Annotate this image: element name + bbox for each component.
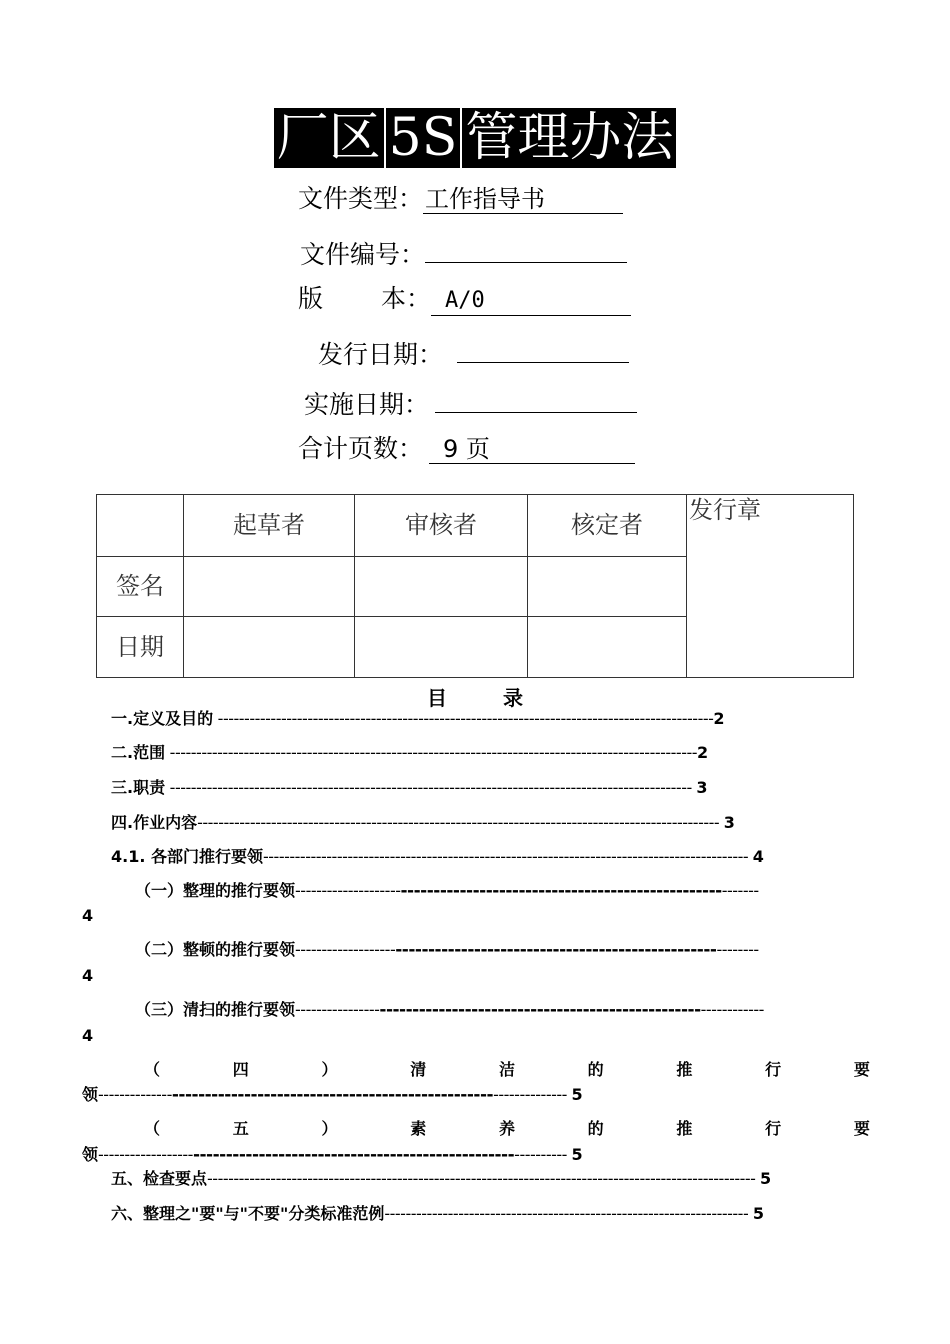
doc-number-value — [425, 234, 627, 263]
version-label-b: 本： — [381, 284, 432, 313]
toc-page-number: 4 — [82, 1026, 94, 1045]
doc-type-label: 文件类型： — [298, 184, 424, 213]
total-pages-label: 合计页数： — [298, 434, 424, 463]
table-divider — [97, 556, 687, 557]
doc-type-value: 工作指导书 — [423, 185, 623, 214]
toc-page-number: 5 — [752, 1204, 764, 1223]
toc-entry[interactable]: 4.1. 各部门推行要领-------------------------------------------------------------------------------------------- 4 — [111, 847, 764, 866]
toc-leader: --------------------------------------------------------------------- — [384, 1204, 753, 1223]
toc-page-number: 4 — [82, 966, 94, 985]
title-segment: 厂区 — [274, 108, 384, 168]
toc-leader: -------------------------------------------------------------------------------------------------------- — [207, 1169, 761, 1188]
toc-heading — [0, 682, 950, 711]
toc-leader: ------------------ — [98, 1145, 193, 1164]
effective-date-value — [435, 384, 637, 413]
toc-page-number: 5 — [571, 1145, 583, 1164]
effective-date-field — [304, 384, 637, 420]
toc-entry[interactable]: （三）清扫的推行要领----------------------------------------------------------------------------- — [135, 1000, 764, 1020]
title-segment: 管理办法 — [462, 108, 676, 168]
toc-entry[interactable]: （二）整顿的推行要领---------------------------------------------------------------------------- — [135, 940, 759, 960]
version-label-a: 版 — [298, 284, 324, 313]
toc-entry[interactable]: 六、整理之"要"与"不要"分类标准范例--------------------------------------------------------------------- 5 — [111, 1204, 764, 1223]
toc-entry-continuation[interactable]: 领----------------------------------------------------------------------------- 5 — [82, 1145, 583, 1165]
toc-leader: ---------------- — [295, 1000, 380, 1019]
toc-page-number: 2 — [697, 743, 709, 762]
toc-page-number: 5 — [571, 1085, 583, 1104]
doc-type-field — [298, 184, 623, 214]
issue-date-value — [457, 334, 629, 363]
toc-leader: ---------------------------------------------------------------------------------------------- — [213, 709, 714, 728]
toc-entry[interactable]: （一）整理的推行要领---------------------------------------------------------------------------- — [135, 881, 759, 901]
toc-page-number: 3 — [723, 813, 735, 832]
toc-entry[interactable]: 二.范围 ----------------------------------------------------------------------------------------------------2 — [111, 743, 709, 762]
title-segment: 5S — [386, 108, 461, 168]
toc-entry-continuation[interactable]: 领----------------------------------------------------------------------------- 5 — [82, 1085, 583, 1105]
toc-entry[interactable]: 三.职责 --------------------------------------------------------------------------------------------------- 3 — [111, 778, 708, 797]
version-value: A/0 — [431, 285, 631, 316]
table-divider — [97, 616, 687, 617]
doc-number-label: 文件编号： — [300, 240, 426, 269]
toc-entry[interactable]: 五、检查要点-------------------------------------------------------------------------------------------------------- 5 — [111, 1169, 772, 1188]
toc-leader-bold: ------------------------------------------------- — [171, 1085, 494, 1105]
toc-leader-bold: ------------------------------------------------- — [395, 940, 717, 960]
toc-entry[interactable]: 一.定义及目的 ----------------------------------------------------------------------------------------------2 — [111, 709, 725, 728]
toc-leader: -------------------- — [295, 881, 401, 900]
doc-number-field — [300, 234, 627, 270]
toc-entry-label-justified: （ 五 ） 素 养 的 推 行 要 — [144, 1119, 870, 1138]
row-label-date: 日期 — [116, 633, 164, 661]
header-approver: 核定者 — [571, 511, 643, 539]
total-pages-value: 9 页 — [429, 435, 635, 464]
toc-leader: --------------------------------------------------------------------------------------------------- — [197, 813, 724, 832]
toc-entry[interactable] — [144, 1060, 870, 1080]
toc-heading-char: 录 — [503, 686, 523, 710]
toc-page-number: 5 — [760, 1169, 772, 1188]
toc-leader: ---------------------------------------------------------------------------------------------------- — [165, 743, 698, 762]
approval-table — [96, 494, 854, 678]
toc-page-number: 3 — [696, 778, 708, 797]
issue-date-field — [318, 334, 629, 370]
toc-leader-bold: ------------------------------------------------- — [379, 1000, 701, 1020]
total-pages-field — [298, 434, 635, 464]
version-field — [298, 284, 631, 316]
toc-leader: ------------------- — [295, 940, 396, 959]
toc-leader: -------------- — [98, 1085, 172, 1104]
toc-leader-bold: ------------------------------------------------- — [192, 1145, 515, 1165]
toc-entry[interactable] — [144, 1119, 870, 1139]
toc-leader: -------------------------------------------------------------------------------------------- — [263, 847, 753, 866]
table-divider — [686, 495, 687, 677]
header-drafter: 起草者 — [233, 511, 305, 539]
toc-page-number: 2 — [713, 709, 725, 728]
stamp-label: 发行章 — [689, 496, 761, 524]
effective-date-label: 实施日期： — [304, 390, 430, 419]
row-label-signature: 签名 — [116, 572, 164, 600]
toc-page-number: 4 — [82, 906, 94, 925]
toc-leader-bold: ------------------------------------------------- — [400, 881, 722, 901]
document-title — [0, 108, 950, 168]
toc-heading-char: 目 — [427, 686, 447, 710]
header-reviewer: 审核者 — [405, 511, 477, 539]
issue-date-label: 发行日期： — [318, 340, 444, 369]
toc-entry[interactable]: 四.作业内容--------------------------------------------------------------------------------------------------- 3 — [111, 813, 735, 832]
toc-page-number: 4 — [752, 847, 764, 866]
toc-entry-label-justified: （ 四 ） 清 洁 的 推 行 要 — [144, 1060, 870, 1079]
toc-leader: --------------------------------------------------------------------------------------------------- — [165, 778, 697, 797]
